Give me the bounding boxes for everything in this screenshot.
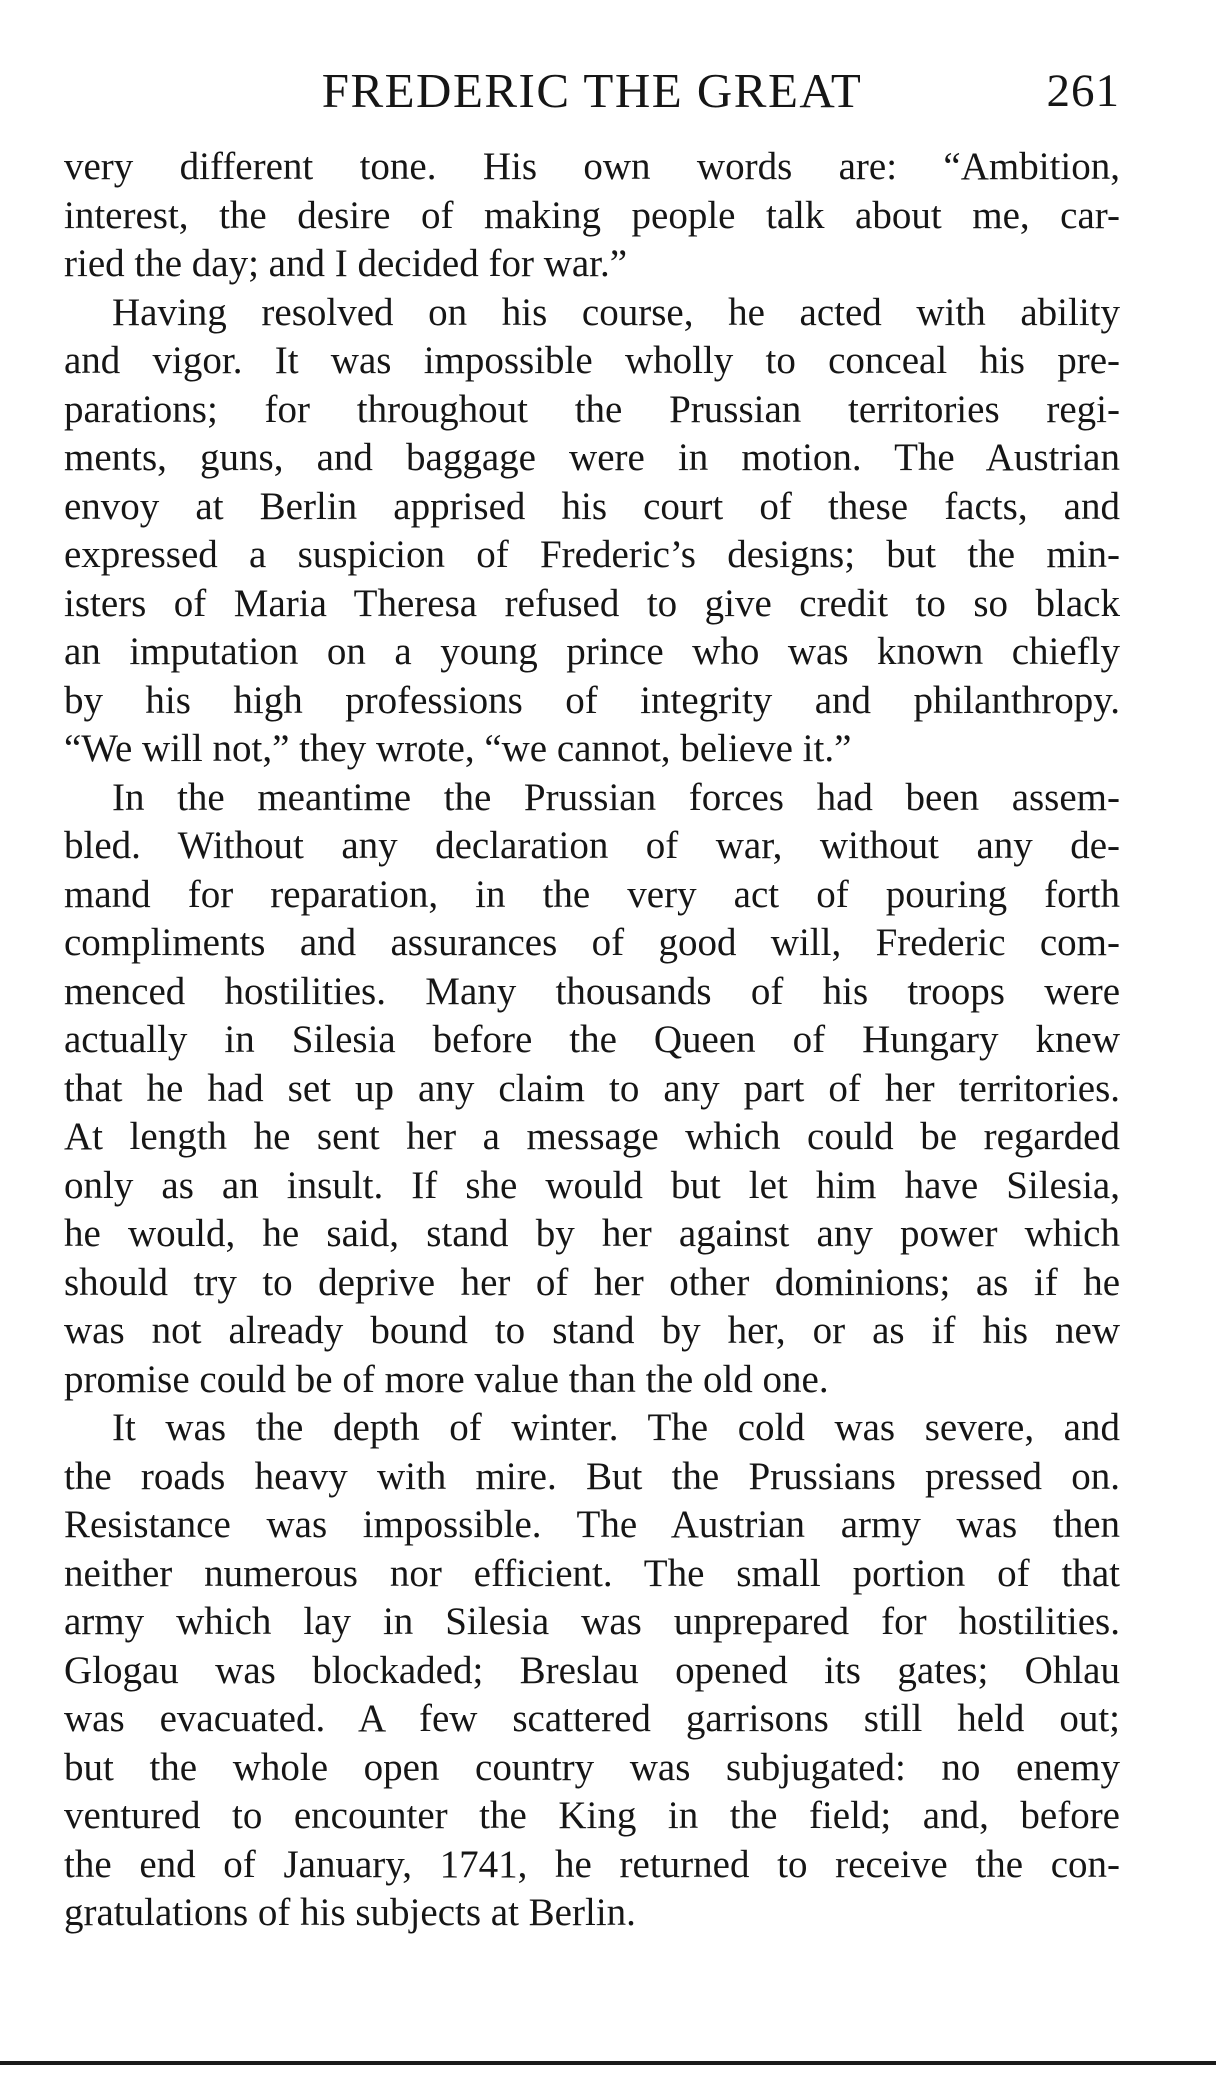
bottom-rule [0, 2061, 1216, 2065]
text-line: that he had set up any claim to any part of her territories. [64, 1066, 1120, 1110]
body-text [64, 143, 1120, 1938]
page-number: 261 [1046, 65, 1120, 117]
text-line: At length he sent her a message which could be regarded [64, 1115, 1120, 1158]
text-line: ventured to encounter the King in the field; and, before [64, 1794, 1120, 1837]
text-line: Glogau was blockaded; Breslau opened its gates; Ohlau [64, 1648, 1120, 1692]
text-line: It was the depth of winter. The cold was severe, and [112, 1406, 1120, 1449]
text-line: isters of Maria Theresa refused to give credit to so black [64, 581, 1120, 625]
text-line: envoy at Berlin apprised his court of these facts, and [64, 484, 1120, 528]
text-line: Having resolved on his course, he acted with ability [112, 290, 1120, 334]
text-line: the end of January, 1741, he returned to receive the con- [64, 1842, 1120, 1886]
paragraph-4 [64, 1404, 1120, 1938]
text-line: mand for reparation, in the very act of pouring forth [64, 872, 1120, 916]
text-line: was not already bound to stand by her, or as if his new [64, 1309, 1120, 1352]
text-line: should try to deprive her of her other dominions; as if he [64, 1260, 1120, 1304]
text-line: actually in Silesia before the Queen of Hungary knew [64, 1018, 1120, 1061]
text-line: he would, he said, stand by her against any power which [64, 1212, 1120, 1255]
text-line: In the meantime the Prussian forces had been assem- [112, 775, 1120, 819]
text-line: parations; for throughout the Prussian territories regi- [64, 387, 1120, 431]
text-line: only as an insult. If she would but let him have Silesia, [64, 1163, 1120, 1207]
text-line: by his high professions of integrity and philanthropy. [64, 678, 1120, 722]
paragraph-3 [64, 774, 1120, 1405]
text-line: neither numerous nor efficient. The small portion of that [64, 1551, 1120, 1595]
text-line: but the whole open country was subjugated: no enemy [64, 1745, 1120, 1789]
text-line: army which lay in Silesia was unprepared for hostilities. [64, 1600, 1120, 1643]
text-line: Resistance was impossible. The Austrian army was then [64, 1503, 1120, 1546]
text-line: was evacuated. A few scattered garrisons still held out; [64, 1697, 1120, 1740]
text-line: interest, the desire of making people talk about me, car- [64, 193, 1120, 237]
text-line: bled. Without any declaration of war, without any de- [64, 824, 1120, 867]
text-line: an imputation on a young prince who was known chiefly [64, 630, 1120, 673]
text-line: expressed a suspicion of Frederic’s designs; but the min- [64, 533, 1120, 576]
text-line: gratulations of his subjects at Berlin. [64, 1891, 636, 1934]
text-line: menced hostilities. Many thousands of his troops were [64, 969, 1120, 1013]
text-line: ments, guns, and baggage were in motion. The Austrian [64, 436, 1120, 479]
text-line: very different tone. His own words are: “Ambition, [64, 145, 1120, 188]
paragraph-1 [64, 143, 1120, 289]
text-line: “We will not,” they wrote, “we cannot, believe it.” [64, 727, 852, 770]
text-line: the roads heavy with mire. But the Prussians pressed on. [64, 1454, 1120, 1498]
text-line: compliments and assurances of good will, Frederic com- [64, 921, 1120, 964]
running-head [64, 56, 1120, 126]
paragraph-2 [64, 289, 1120, 774]
text-line: and vigor. It was impossible wholly to conceal his pre- [64, 339, 1120, 382]
text-line: ried the day; and I decided for war.” [64, 242, 628, 285]
text-line: promise could be of more value than the old one. [64, 1357, 829, 1401]
running-title: FREDERIC THE GREAT [321, 63, 863, 118]
